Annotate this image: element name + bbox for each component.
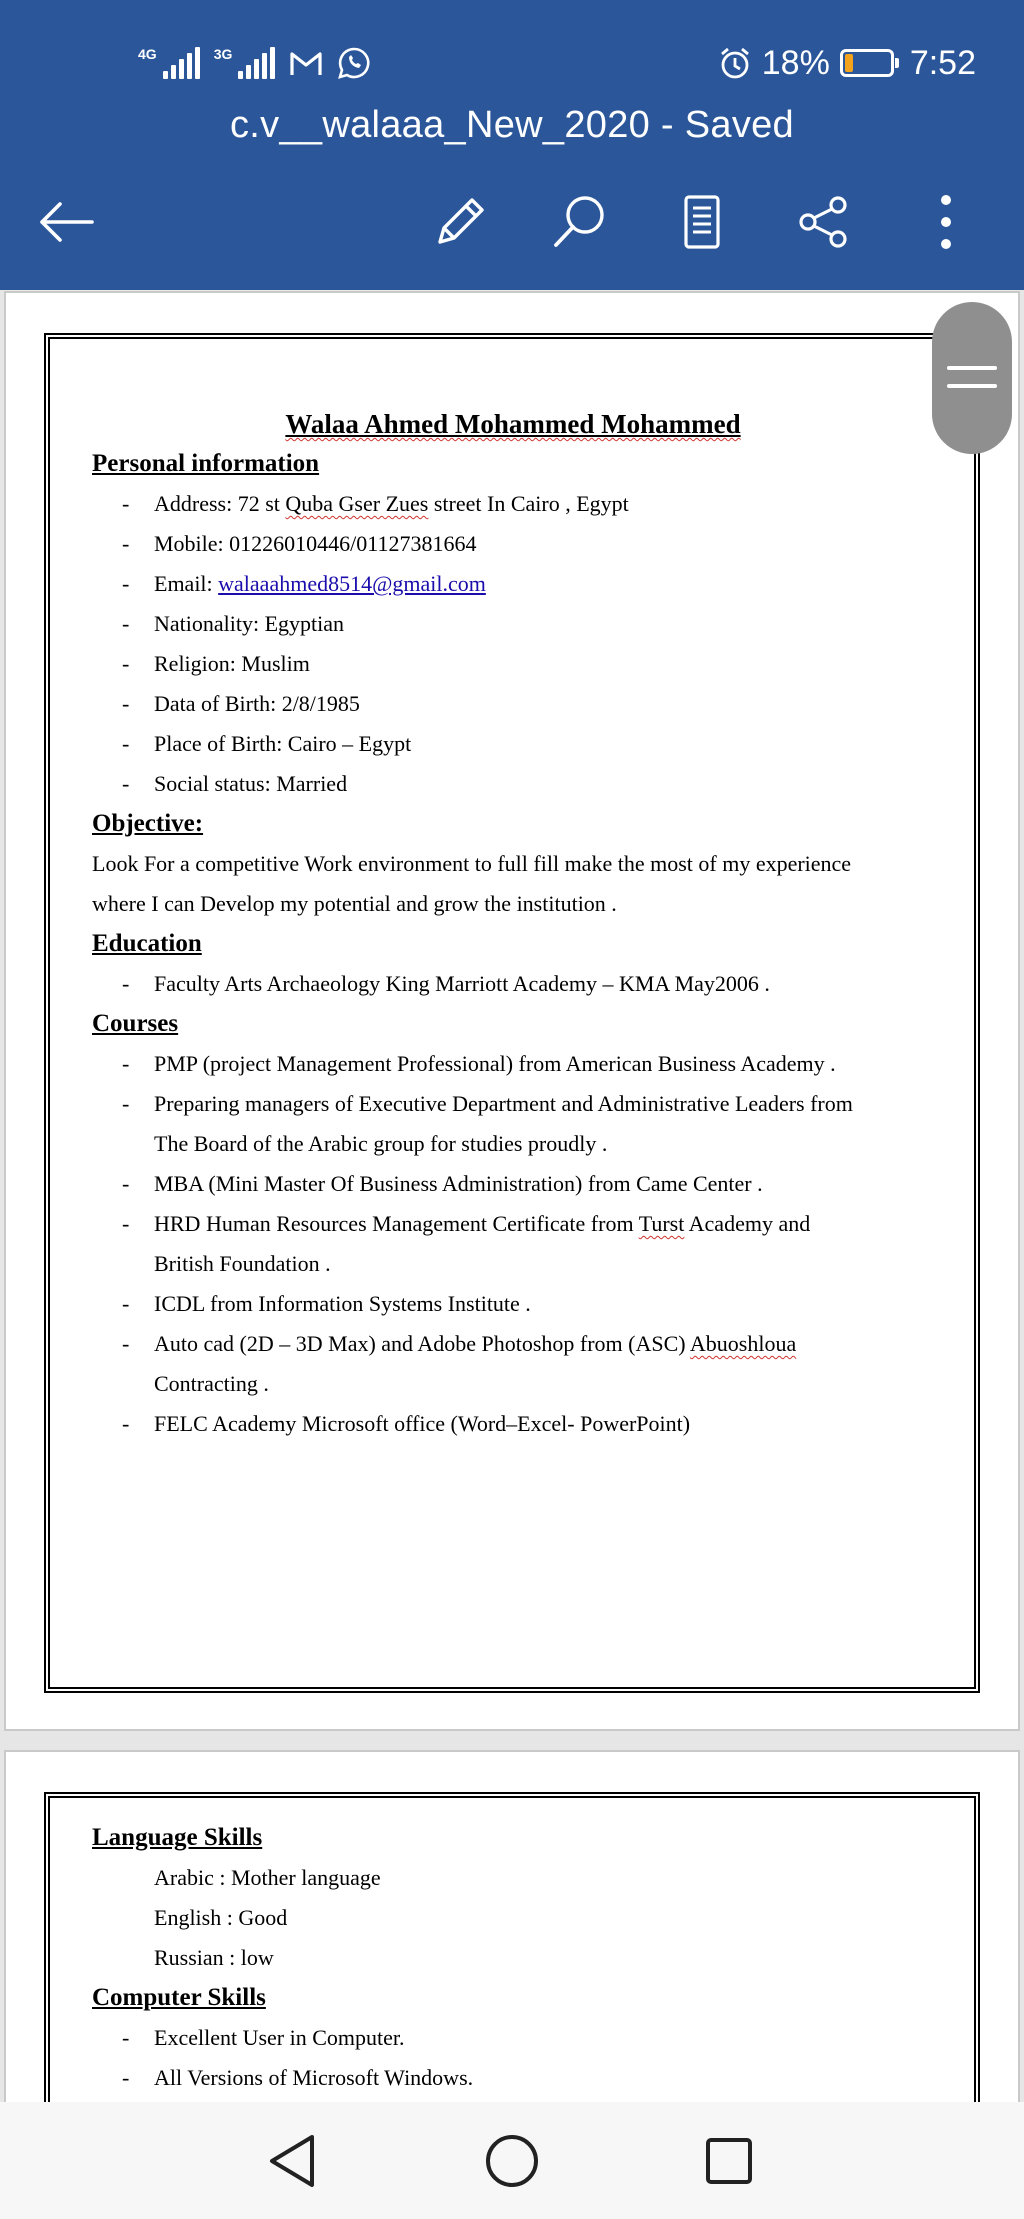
document-page-1[interactable] <box>92 404 934 1444</box>
home-circle-icon <box>484 2133 540 2189</box>
course-hrd: - HRD Human Resources Management Certificate from Turst Academy and British Foundation . <box>92 1204 934 1284</box>
battery-icon <box>840 49 894 77</box>
email-link[interactable]: walaaahmed8514@gmail.com <box>218 571 486 596</box>
back-arrow-icon <box>38 200 94 244</box>
course-pmp: - PMP (project Management Professional) from American Business Academy . <box>92 1044 934 1084</box>
social-status-line: - Social status: Married <box>92 764 934 804</box>
mobile-line: - Mobile: 01226010446/01127381664 <box>92 524 934 564</box>
back-button[interactable] <box>34 190 98 254</box>
status-bar-left <box>138 40 371 86</box>
network-type-4g: 4G <box>138 46 157 62</box>
computer-skill-1: - Excellent User in Computer. <box>92 2018 934 2058</box>
course-felc: - FELC Academy Microsoft office (Word–Excel- PowerPoint) <box>92 1404 934 1444</box>
cv-name: Walaa Ahmed Mohammed Mohammed <box>285 409 741 439</box>
personal-info-heading: Personal information <box>92 450 320 477</box>
network-type-3g: 3G <box>213 46 233 62</box>
more-vertical-icon <box>936 194 956 250</box>
nav-home-button[interactable] <box>477 2126 547 2196</box>
search-icon <box>551 193 609 251</box>
computer-skills-heading: Computer Skills <box>92 1984 266 2011</box>
education-heading: Education <box>92 930 202 957</box>
scroll-thumb[interactable] <box>932 302 1012 454</box>
nav-recents-button[interactable] <box>694 2126 764 2196</box>
email-line: - Email: walaaahmed8514@gmail.com <box>92 564 934 604</box>
address-line: - Address: 72 st Quba Gser Zues street In Cairo , Egypt <box>92 484 934 524</box>
religion-line: - Religion: Muslim <box>92 644 934 684</box>
objective-line-1: Look For a competitive Work environment to full fill make the most of my experience <box>92 851 852 876</box>
language-english: English : Good <box>154 1905 288 1930</box>
objective-line-2: where I can Develop my potential and grow the institution . <box>92 891 617 916</box>
back-triangle-icon <box>266 2133 318 2189</box>
document-page-2[interactable] <box>92 1818 934 2098</box>
course-mba: - MBA (Mini Master Of Business Administration) from Came Center . <box>92 1164 934 1204</box>
gmail-icon <box>289 49 323 77</box>
battery-fill <box>845 54 853 72</box>
pencil-icon <box>432 194 488 250</box>
objective-heading: Objective: <box>92 810 204 837</box>
signal-3g <box>214 47 276 79</box>
more-options-button[interactable] <box>914 190 978 254</box>
computer-skill-2: - All Versions of Microsoft Windows. <box>92 2058 934 2098</box>
language-skills-heading: Language Skills <box>92 1824 263 1851</box>
course-autocad: - Auto cad (2D – 3D Max) and Adobe Photoshop from (ASC) Abuoshloua Contracting . <box>92 1324 934 1404</box>
dob-line: - Data of Birth: 2/8/1985 <box>92 684 934 724</box>
education-item: - Faculty Arts Archaeology King Marriott Academy – KMA May2006 . <box>92 964 934 1004</box>
whatsapp-icon <box>337 46 371 80</box>
signal-4g <box>138 47 200 79</box>
app-bar <box>0 0 1024 290</box>
nav-back-button[interactable] <box>257 2126 327 2196</box>
reading-view-icon <box>682 194 722 250</box>
course-icdl: - ICDL from Information Systems Institute . <box>92 1284 934 1324</box>
battery-percent: 18% <box>761 43 830 82</box>
nationality-line: - Nationality: Egyptian <box>92 604 934 644</box>
share-icon <box>796 194 852 250</box>
course-managers: - Preparing managers of Executive Department and Administrative Leaders from The Board of the Arabic group for studies proudly . <box>92 1084 934 1164</box>
recents-square-icon <box>704 2136 754 2186</box>
clock: 7:52 <box>909 43 976 82</box>
system-nav-bar <box>0 2102 1024 2219</box>
language-russian: Russian : low <box>154 1945 274 1970</box>
language-arabic: Arabic : Mother language <box>154 1865 381 1890</box>
courses-heading: Courses <box>92 1010 179 1037</box>
share-button[interactable] <box>792 190 856 254</box>
reading-view-button[interactable] <box>670 190 734 254</box>
pob-line: - Place of Birth: Cairo – Egypt <box>92 724 934 764</box>
status-bar-right <box>718 40 976 86</box>
document-title: c.v__walaaa_New_2020 - Saved <box>230 104 794 146</box>
search-button[interactable] <box>548 190 612 254</box>
edit-button[interactable] <box>428 190 492 254</box>
alarm-icon <box>718 46 752 80</box>
